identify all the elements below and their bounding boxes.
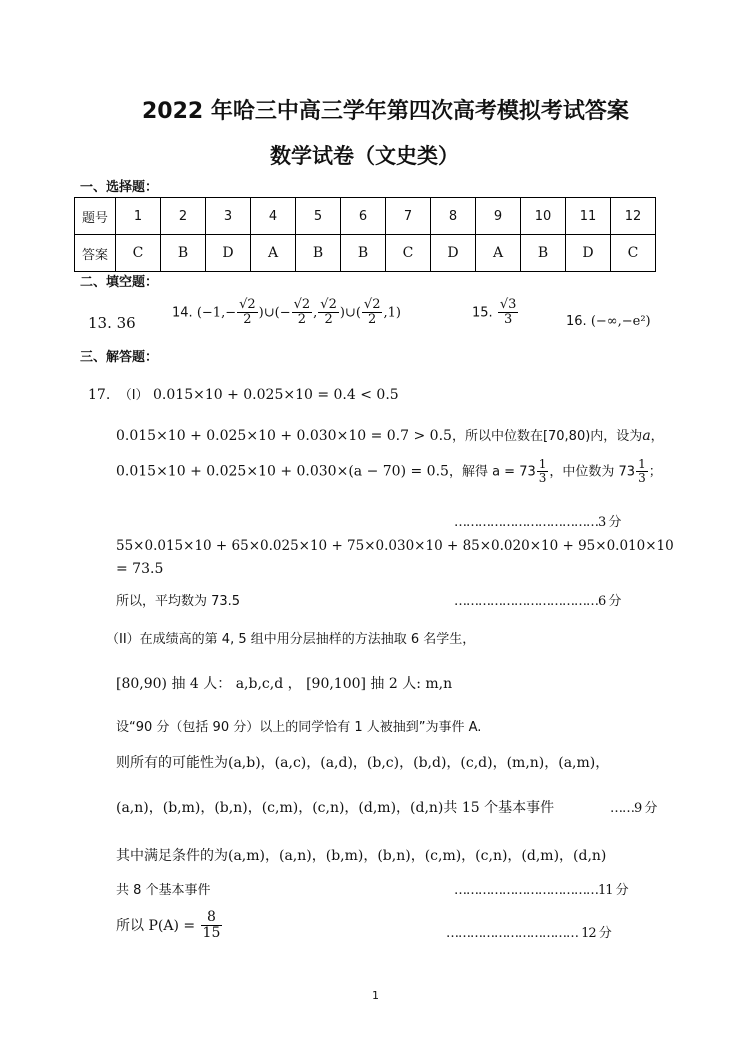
q17-line-3 <box>116 458 662 485</box>
table-cell: B <box>521 235 566 272</box>
variable: a <box>642 428 651 444</box>
denominator: 2 <box>297 312 307 328</box>
text: ， <box>650 429 664 444</box>
table-cell: D <box>566 235 611 272</box>
favorable-outcomes: 其中满足条件的为(a,m)，(a,n)，(b,m)，(b,n)，(c,m)，(c,n)，(d,m)，(d,n) <box>116 848 607 864</box>
score-mark-12: …………………………… 12 分 <box>446 926 611 941</box>
table-cell: 7 <box>386 198 431 235</box>
table-cell: 9 <box>476 198 521 235</box>
formula: 0.015×10 + 0.025×10 = 0.4 < 0.5 <box>153 387 399 403</box>
table-cell: A <box>251 235 296 272</box>
q16-label: 16. <box>566 314 587 329</box>
answer-15 <box>472 298 519 328</box>
table-cell: 2 <box>161 198 206 235</box>
text: ，中位数为 73 <box>549 464 636 480</box>
section-solution: 三、解答题： <box>80 350 159 365</box>
table-row-numbers <box>75 198 656 235</box>
denominator: 2 <box>243 312 252 328</box>
choice-answer-table <box>74 197 656 272</box>
table-cell: 10 <box>521 198 566 235</box>
table-cell: C <box>386 235 431 272</box>
denominator: 3 <box>538 471 547 486</box>
answer-14 <box>172 298 401 328</box>
answer-16 <box>566 314 651 329</box>
section-choice: 一、选择题： <box>80 180 159 195</box>
table-row-answers <box>75 235 656 272</box>
table-cell: 11 <box>566 198 611 235</box>
denominator: 2 <box>324 312 333 328</box>
denominator: 3 <box>503 312 513 328</box>
formula: 0.015×10 + 0.025×10 + 0.030×10 = 0.7 > 0.5 <box>116 428 452 444</box>
table-cell: 3 <box>206 198 251 235</box>
text: ，所以中位数在[70,80)内，设为 <box>451 429 643 444</box>
table-cell: D <box>431 235 476 272</box>
denominator: 2 <box>368 312 377 328</box>
table-cell: D <box>206 235 251 272</box>
table-cell: 8 <box>431 198 476 235</box>
answer-13: 13. 36 <box>88 314 136 332</box>
numerator: √2 <box>320 297 337 312</box>
table-cell: 4 <box>251 198 296 235</box>
table-cell: C <box>116 235 161 272</box>
numerator: √2 <box>239 297 256 312</box>
q14-part-c: , <box>313 305 318 321</box>
table-cell: B <box>296 235 341 272</box>
score-mark-11: ………………………………11 分 <box>454 883 628 898</box>
numerator: 8 <box>201 910 223 926</box>
table-cell: B <box>161 235 206 272</box>
score-mark-3: ………………………………3 分 <box>454 515 621 530</box>
probability-result <box>116 910 223 942</box>
text: ； <box>648 464 662 480</box>
section-fill: 二、填空题： <box>80 275 159 290</box>
table-cell: C <box>611 235 656 272</box>
fraction <box>201 910 223 942</box>
numerator: 1 <box>638 457 646 471</box>
denominator: 15 <box>202 925 221 942</box>
table-header-number: 题号 <box>75 198 116 235</box>
q17-mean-result: = 73.5 <box>116 561 164 577</box>
favorable-count: 共 8 个基本事件 <box>116 883 211 898</box>
text: ，解得 a = 73 <box>448 464 536 480</box>
part-2-intro: （II）在成绩高的第 4, 5 组中用分层抽样的方法抽取 6 名学生， <box>106 632 476 647</box>
q15-label: 15. <box>472 305 493 321</box>
numerator: √3 <box>499 297 517 312</box>
table-header-answer: 答案 <box>75 235 116 272</box>
page-subtitle: 数学试卷（文史类） <box>270 144 459 168</box>
fraction <box>237 298 258 328</box>
denominator: 3 <box>638 471 646 486</box>
table-cell: A <box>476 235 521 272</box>
q14-part-b: )∪(− <box>258 305 291 321</box>
q14-part-d: )∪( <box>339 305 361 321</box>
q17-mean-conclusion: 所以，平均数为 73.5 <box>116 594 241 609</box>
part-1-label: （I） <box>118 388 149 403</box>
q14-part-a: (−1,− <box>196 305 237 321</box>
sampling-line: [80,90) 抽 4 人： a,b,c,d ， [90,100] 抽 2 人: m,n <box>116 676 453 692</box>
formula: 0.015×10 + 0.025×10 + 0.030×(a − 70) = 0.5 <box>116 463 449 480</box>
numerator: √2 <box>293 297 311 312</box>
all-outcomes-line-2: (a,n)，(b,m)，(b,n)，(c,m)，(c,n)，(d,m)，(d,n)共 15 个基本事件 <box>116 800 555 816</box>
fraction <box>362 298 383 328</box>
table-cell: B <box>341 235 386 272</box>
page-number: 1 <box>372 989 379 1002</box>
table-cell: 5 <box>296 198 341 235</box>
q17-mean-formula: 55×0.015×10 + 65×0.025×10 + 75×0.030×10 + 85×0.020×10 + 95×0.010×10 <box>116 538 674 554</box>
fraction <box>292 298 313 328</box>
fraction <box>537 458 549 485</box>
fraction <box>636 458 648 485</box>
score-mark-6: ………………………………6 分 <box>454 594 621 609</box>
probability-label: 所以 P(A) = <box>116 917 196 934</box>
fraction <box>498 298 519 328</box>
q17-line-2 <box>116 425 664 444</box>
table-cell: 1 <box>116 198 161 235</box>
numerator: √2 <box>363 297 381 312</box>
event-definition: 设“90 分（包括 90 分）以上的同学恰有 1 人被抽到”为事件 A. <box>116 720 482 735</box>
fraction <box>318 298 339 328</box>
table-cell: 6 <box>341 198 386 235</box>
numerator: 1 <box>538 457 547 471</box>
q17-line-1 <box>88 384 399 403</box>
q16-value: (−∞,−e²) <box>590 314 651 329</box>
all-outcomes-line-1: 则所有的可能性为(a,b)，(a,c)，(a,d)，(b,c)，(b,d)，(c,d)，(m,n)，(a,m)， <box>116 755 610 771</box>
q14-label: 14. <box>172 305 193 321</box>
page-title: 2022 年哈三中高三学年第四次高考模拟考试答案 <box>142 99 629 124</box>
score-mark-9: ……9 分 <box>610 801 657 816</box>
q14-part-e: ,1) <box>383 305 401 321</box>
table-cell: 12 <box>611 198 656 235</box>
q17-label: 17. <box>88 387 111 403</box>
